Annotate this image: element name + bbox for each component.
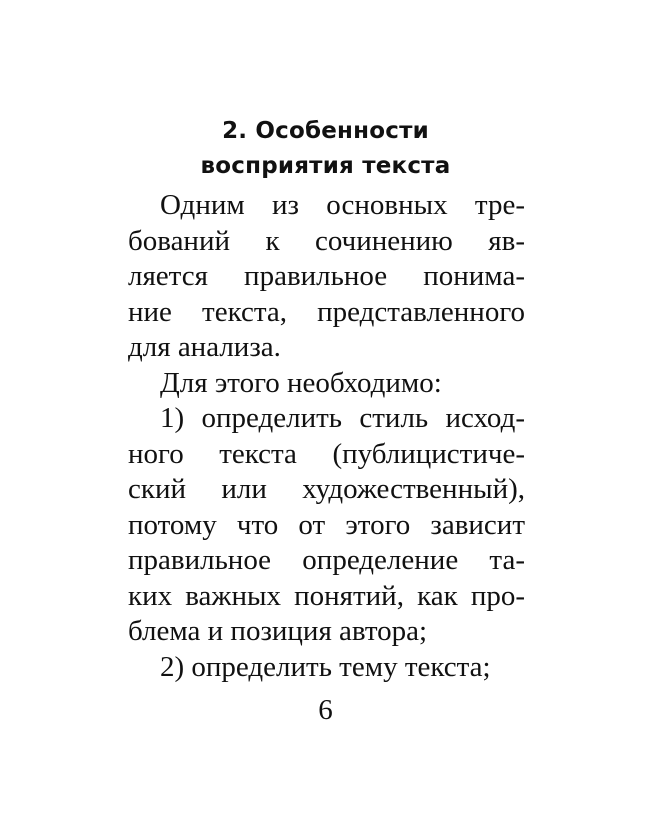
section-heading — [0, 114, 651, 184]
text-line: ляется правильное понима- — [128, 260, 525, 292]
text-line: для анализа. — [128, 331, 281, 363]
list-item-line: ного текста (публицистиче- — [128, 437, 525, 470]
page-number: 6 — [318, 694, 333, 726]
list-item-line: потому что от этого зависит — [128, 508, 525, 541]
list-item-line: блема и позиция автора; — [128, 615, 428, 647]
body-text — [128, 188, 525, 685]
text-line: Для этого необходимо: — [160, 366, 442, 399]
text-line: Одним из основных тре- — [160, 189, 525, 221]
list-item-line: правильное определение та- — [128, 544, 525, 576]
list-item-line: ких важных понятий, как про- — [128, 579, 525, 612]
list-item-line: ский или художественный), — [128, 473, 525, 505]
list-item-line: 2) определить тему текста; — [160, 650, 491, 683]
section-heading-line: восприятия текста — [200, 153, 451, 179]
section-heading-line: 2. Особенности — [222, 118, 429, 144]
list-item-line: 1) определить стиль исход- — [160, 402, 525, 434]
text-line: ние текста, представленного — [128, 295, 525, 328]
text-line: бований к сочинению яв- — [128, 224, 525, 257]
